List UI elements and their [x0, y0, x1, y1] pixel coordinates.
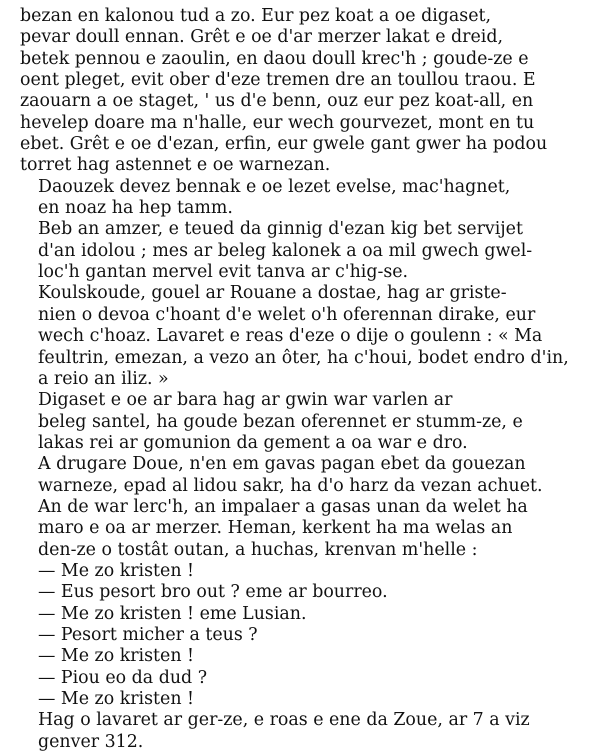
text-line: wech c'hoaz. Lavaret e reas d'eze o dije o goulenn : « Ma — [38, 326, 543, 347]
text-line: a reio an iliz. » — [38, 368, 169, 389]
text-line: beleg santel, ha goude bezan oferennet er stumm-ze, e — [38, 411, 523, 432]
text-line: ebet. Grêt e oe d'ezan, erfin, eur gwele gant gwer ha podou — [20, 134, 548, 155]
dialogue-block — [20, 561, 586, 710]
text-line: maro e oa ar merzer. Heman, kerkent ha ma welas an — [38, 518, 513, 539]
text-line: torret hag astennet e oe warnezan. — [20, 155, 331, 176]
dialogue-line: — Me zo kristen ! eme Lusian. — [38, 603, 307, 624]
text-line: hevelep doare ma n'halle, eur wech gourvezet, mont en tu — [20, 112, 535, 133]
text-line: Beb an amzer, e teued da ginnig d'ezan kig bet servijet — [38, 219, 523, 240]
paragraph-1 — [20, 6, 586, 177]
text-line: An de war lerc'h, an impalaer a gasas unan da welet ha — [38, 496, 528, 517]
text-line: Daouzek devez bennak e oe lezet evelse, mac'hagnet, — [38, 176, 511, 197]
text-line: loc'h gantan mervel evit tanva ar c'hig-se. — [38, 262, 409, 283]
text-line: d'an idolou ; mes ar beleg kalonek a oa mil gwech gwel- — [38, 240, 533, 261]
text-line: nien o devoa c'hoant d'e welet o'h oferennan dirake, eur — [38, 304, 536, 325]
dialogue-line: — Piou eo da dud ? — [38, 667, 208, 688]
dialogue-line: — Me zo kristen ! — [38, 560, 195, 581]
text-line: warneze, epad al lidou sakr, ha d'o harz da vezan achuet. — [38, 475, 543, 496]
text-line: zaouarn a oe staget, ' us d'e benn, ouz eur pez koat-all, en — [20, 91, 534, 112]
text-line: feultrin, emezan, a vezo an ôter, ha c'houi, bodet endro d'in, — [38, 347, 569, 368]
text-line: Digaset e oe ar bara hag ar gwin war varlen ar — [38, 390, 453, 411]
text-line: en noaz ha hep tamm. — [38, 198, 233, 219]
text-line: pevar doull ennan. Grêt e oe d'ar merzer lakat e dreid, — [20, 27, 503, 48]
paragraph-6 — [20, 454, 586, 561]
text-line: den-ze o tostât outan, a huchas, krenvan m'helle : — [38, 539, 478, 560]
dialogue-line: — Pesort micher a teus ? — [38, 624, 258, 645]
text-line: lakas rei ar gomunion da gement a oa war e dro. — [38, 432, 468, 453]
dialogue-line: — Me zo kristen ! — [38, 689, 195, 709]
paragraph-5 — [20, 390, 586, 454]
dialogue-line: — Eus pesort bro out ? eme ar bourreo. — [38, 582, 388, 603]
paragraph-closing — [20, 710, 586, 753]
paragraph-3 — [20, 219, 586, 283]
text-line: genver 312. — [38, 731, 144, 752]
text-line: bezan en kalonou tud a zo. Eur pez koat a oe digaset, — [20, 6, 492, 26]
paragraph-4 — [20, 283, 586, 390]
text-line: betek pennou e zaoulin, en daou doull krec'h ; goude-ze e — [20, 48, 529, 69]
text-line: oent pleget, evit ober d'eze tremen dre an toullou traou. E — [20, 70, 536, 91]
text-line: Koulskoude, gouel ar Rouane a dostae, hag ar griste- — [38, 283, 507, 304]
text-line: A drugare Doue, n'en em gavas pagan ebet da gouezan — [38, 454, 526, 475]
paragraph-2 — [20, 177, 586, 220]
document-page — [20, 6, 586, 753]
text-line: Hag o lavaret ar ger-ze, e roas e ene da Zoue, ar 7 a viz — [38, 710, 530, 731]
dialogue-line: — Me zo kristen ! — [38, 646, 195, 667]
